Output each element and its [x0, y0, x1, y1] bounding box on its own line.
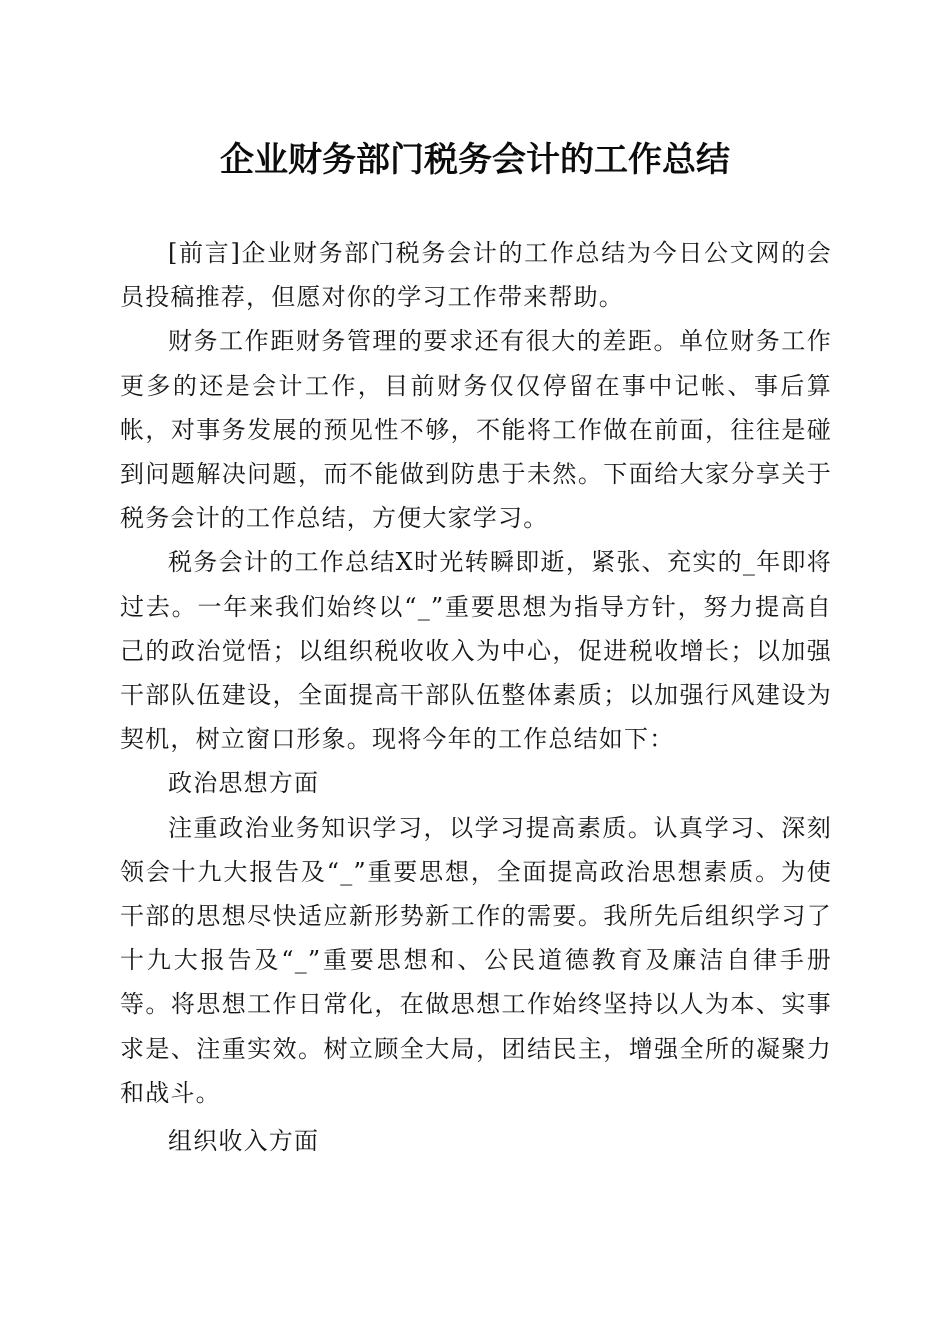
preface-paragraph: [前言]企业财务部门税务会计的工作总结为今日公文网的会员投稿推荐，但愿对你的学习工作带来帮助。 [120, 239, 832, 312]
political-paragraph: 注重政治业务知识学习，以学习提高素质。认真学习、深刻领会十九大报告及“_”重要思想，全面提高政治思想素质。为使干部的思想尽快适应新形势新工作的需要。我所先后组织学习了十九大报告及“_”重要思想和、公民道德教育及廉洁自律手册等。将思想工作日常化，在做思想工作始终坚持以人为本、实事求是、注重实效。树立顾全大局，团结民主，增强全所的凝聚力和战斗。 [120, 813, 832, 1107]
section-heading-revenue: 组织收入方面 [168, 1127, 320, 1156]
document-body [120, 231, 832, 1163]
intro-paragraph: 财务工作距财务管理的要求还有很大的差距。单位财务工作更多的还是会计工作，目前财务仅仅停留在事中记帐、事后算帐，对事务发展的预见性不够，不能将工作做在前面，往往是碰到问题解决问题，而不能做到防患于未然。下面给大家分享关于税务会计的工作总结，方便大家学习。 [120, 327, 832, 533]
document-title: 企业财务部门税务会计的工作总结 [220, 140, 730, 180]
section-heading-political: 政治思想方面 [168, 769, 320, 798]
summary-paragraph: 税务会计的工作总结X时光转瞬即逝，紧张、充实的_年即将过去。一年来我们始终以“_”重要思想为指导方针，努力提高自己的政治觉悟；以组织税收收入为中心，促进税收增长；以加强干部队伍建设，全面提高干部队伍整体素质；以加强行风建设为契机，树立窗口形象。现将今年的工作总结如下： [120, 548, 832, 754]
